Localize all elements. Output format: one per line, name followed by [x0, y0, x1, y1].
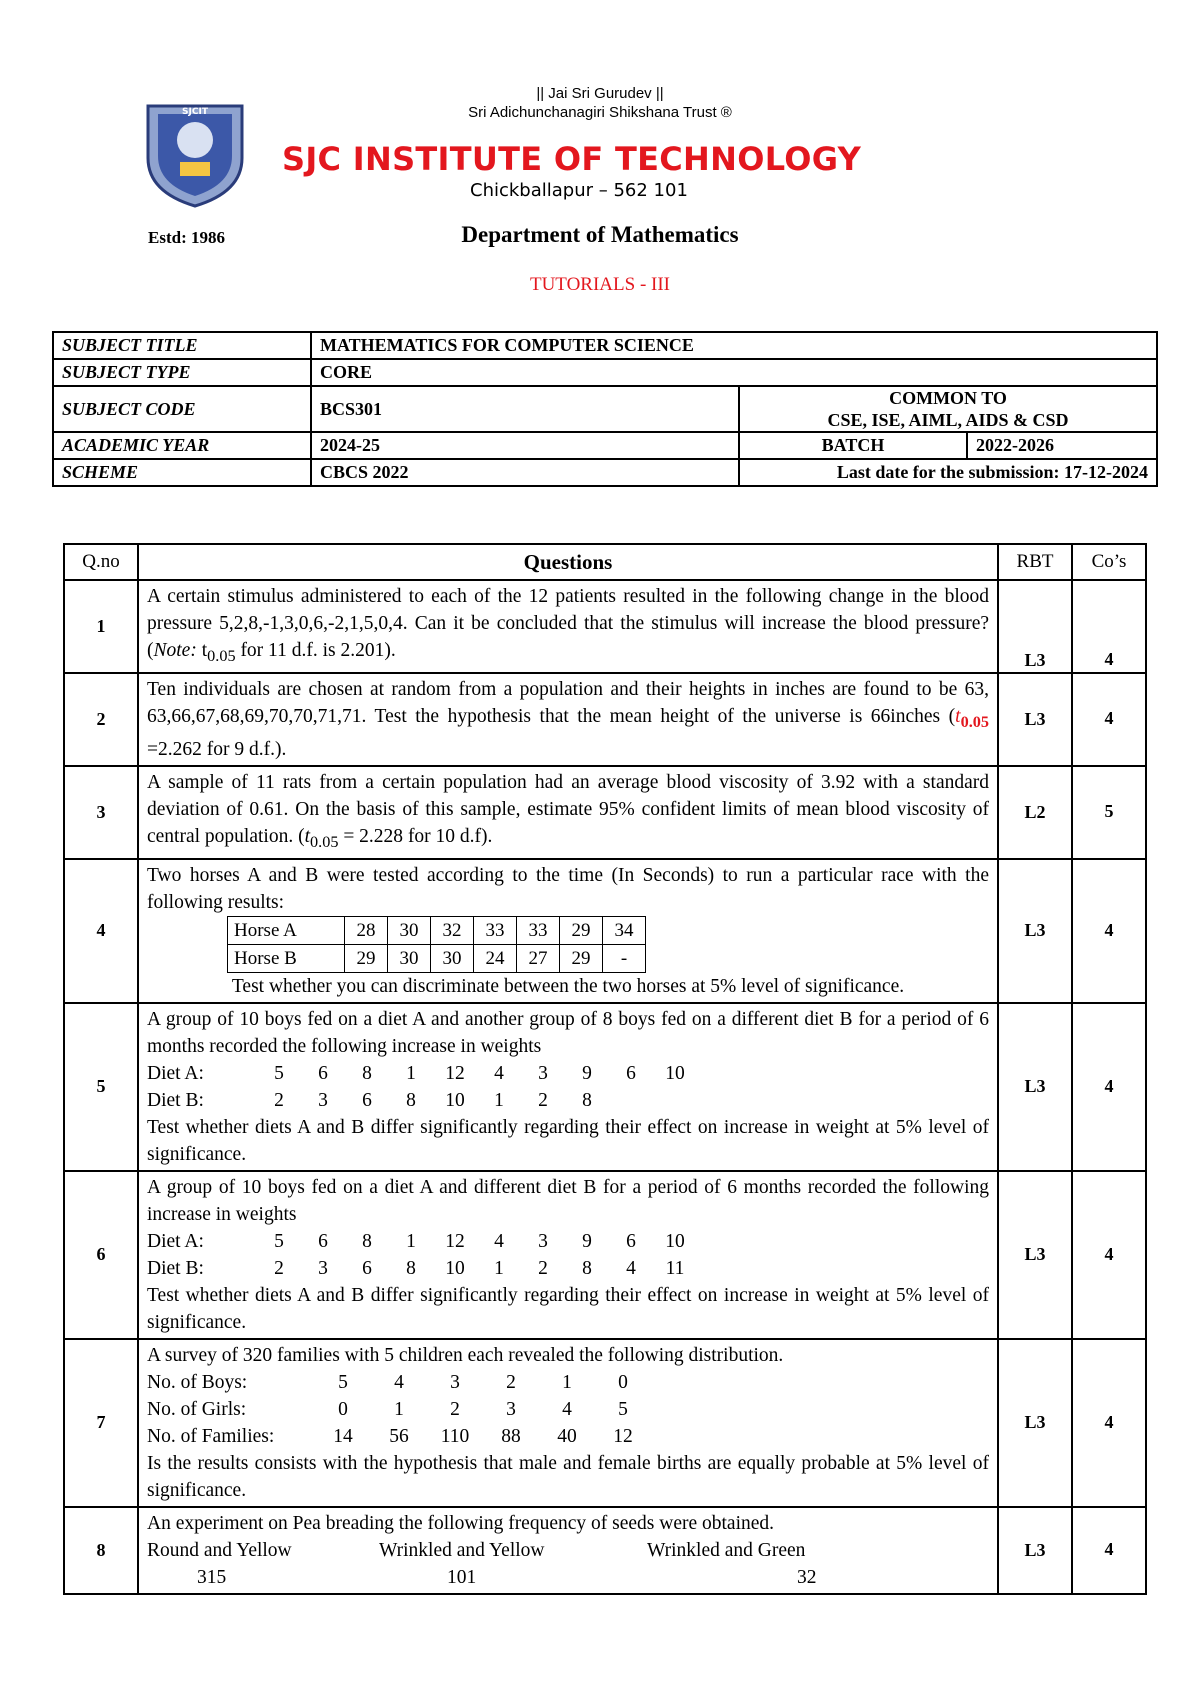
- qno-header: Q.no: [64, 544, 138, 580]
- families-label: No. of Families:: [147, 1425, 275, 1447]
- question-text-b: Test whether diets A and B differ significantly regarding their effect on increase in weight at 5% level of significance.: [147, 1116, 989, 1165]
- rbt-level: L3: [998, 673, 1072, 766]
- question-text-a: A sample of 11 rats from a certain population had an average blood viscosity of 3.92 with a standard deviation of 0.61. On the basis of this sample, estimate 95% confident limits of mean blood viscosity of central population. (: [147, 771, 989, 847]
- question-text-a: A survey of 320 families with 5 children each revealed the following distribution.: [147, 1344, 784, 1366]
- rbt-level: L3: [998, 1171, 1072, 1339]
- question-row: [64, 766, 1146, 859]
- tutorial-title: TUTORIALS - III: [529, 274, 670, 295]
- dist-value: 88: [501, 1425, 521, 1447]
- question-text: [138, 1003, 998, 1171]
- rbt-level: L3: [998, 859, 1072, 1003]
- question-number: 6: [64, 1171, 138, 1339]
- diet-value: 6: [318, 1230, 328, 1252]
- question-number: 2: [64, 673, 138, 766]
- question-row: [64, 1507, 1146, 1594]
- diet-b-label: Diet B:: [147, 1257, 204, 1279]
- pea-categories: [147, 1537, 989, 1564]
- question-number: 3: [64, 766, 138, 859]
- horse-a-time: 30: [388, 916, 431, 944]
- diet-value: 9: [582, 1230, 592, 1252]
- diet-value: 1: [406, 1062, 416, 1084]
- question-text-b: for 11 d.f. is 2.201).: [235, 640, 396, 661]
- diet-a-label: Diet A:: [147, 1062, 204, 1084]
- diet-value: 8: [362, 1230, 372, 1252]
- diet-value: 8: [582, 1089, 592, 1111]
- horse-b-time: 27: [517, 944, 560, 972]
- dist-value: 12: [613, 1425, 633, 1447]
- scheme-value: CBCS 2022: [311, 459, 739, 486]
- horse-b-time: 29: [560, 944, 603, 972]
- dist-value: 1: [562, 1371, 572, 1393]
- pea-counts: [147, 1564, 989, 1591]
- dist-value: 56: [389, 1425, 409, 1447]
- course-outcome: 4: [1072, 1003, 1146, 1171]
- diet-value: 1: [494, 1257, 504, 1279]
- horse-a-time: 33: [474, 916, 517, 944]
- pea-category: Wrinkled and Yellow: [379, 1539, 545, 1561]
- rbt-level: L3: [998, 580, 1072, 673]
- question-text-a: Two horses A and B were tested according to the time (In Seconds) to run a particular race with the following results:: [147, 864, 989, 913]
- horse-b-time: -: [603, 944, 646, 972]
- question-row: [64, 859, 1146, 1003]
- rbt-level: L3: [998, 1507, 1072, 1594]
- question-text-b: Is the results consists with the hypothesis that male and female births are equally probable at 5% level of significance.: [147, 1452, 989, 1501]
- question-text-b: for 10 d.f).: [403, 825, 493, 847]
- diet-a-row: [147, 1060, 989, 1087]
- batch-label: BATCH: [739, 432, 967, 459]
- t-symbol: t: [304, 825, 310, 847]
- question-text: [138, 1507, 998, 1594]
- established-year: Estd: 1986: [148, 228, 225, 247]
- diet-value: 4: [494, 1062, 504, 1084]
- rbt-header: RBT: [998, 544, 1072, 580]
- question-row: [64, 1339, 1146, 1507]
- dist-value: 110: [440, 1425, 470, 1447]
- pea-count: 315: [197, 1566, 227, 1588]
- course-outcome: 5: [1072, 766, 1146, 859]
- horse-b-row: [228, 944, 646, 972]
- horse-b-time: 24: [474, 944, 517, 972]
- question-number: 8: [64, 1507, 138, 1594]
- t-symbol: t: [201, 640, 208, 661]
- question-number: 7: [64, 1339, 138, 1507]
- girls-row: [147, 1396, 989, 1423]
- question-text: [138, 859, 998, 1003]
- question-text-b: =2.262 for 9 d.f.).: [147, 738, 287, 760]
- horse-b-label: Horse B: [228, 944, 345, 972]
- t-subscript: 0.05: [310, 832, 339, 851]
- dist-value: 0: [618, 1371, 628, 1393]
- horse-b-time: 30: [388, 944, 431, 972]
- diet-value: 4: [494, 1230, 504, 1252]
- question-text-b: Test whether diets A and B differ significantly regarding their effect on increase in weight at 5% level of significance.: [147, 1284, 989, 1333]
- girls-label: No. of Girls:: [147, 1398, 247, 1420]
- institute-name: SJC INSTITUTE OF TECHNOLOGY: [282, 140, 862, 178]
- diet-value: 11: [665, 1257, 685, 1279]
- t-subscript: 0.05: [207, 646, 236, 665]
- rbt-level: L2: [998, 766, 1072, 859]
- boys-label: No. of Boys:: [147, 1371, 248, 1393]
- diet-b-label: Diet B:: [147, 1089, 204, 1111]
- diet-value: 6: [318, 1062, 328, 1084]
- families-row: [147, 1423, 989, 1450]
- dist-value: 14: [333, 1425, 353, 1447]
- note-label: Note:: [153, 640, 197, 661]
- diet-value: 1: [406, 1230, 416, 1252]
- common-to-line2: CSE, ISE, AIML, AIDS & CSD: [827, 410, 1069, 430]
- question-text-b: Test whether you can discriminate between the two horses at 5% level of significance.: [231, 975, 905, 997]
- horse-a-time: 29: [560, 916, 603, 944]
- horse-a-time: 33: [517, 916, 560, 944]
- diet-value: 6: [626, 1062, 636, 1084]
- questions-header: Questions: [138, 544, 998, 580]
- diet-value: 2: [538, 1257, 548, 1279]
- question-row: [64, 1171, 1146, 1339]
- subject-title-value: MATHEMATICS FOR COMPUTER SCIENCE: [311, 332, 1157, 359]
- question-text-a: A group of 10 boys fed on a diet A and another group of 8 boys fed on a different diet B for a period of 6 months recorded the following increase in weights: [147, 1008, 989, 1057]
- question-number: 4: [64, 859, 138, 1003]
- diet-value: 2: [274, 1089, 284, 1111]
- diet-value: 6: [362, 1257, 372, 1279]
- horse-a-time: 28: [345, 916, 388, 944]
- last-date: Last date for the submission: 17-12-2024: [739, 459, 1157, 486]
- horse-a-time: 32: [431, 916, 474, 944]
- dist-value: 3: [450, 1371, 460, 1393]
- diet-value: 3: [538, 1230, 548, 1252]
- motto: || Jai Sri Gurudev ||: [536, 85, 664, 102]
- dist-value: 1: [394, 1398, 404, 1420]
- horse-b-time: 30: [431, 944, 474, 972]
- pea-category: Round and Yellow: [147, 1539, 292, 1561]
- question-text: [138, 673, 998, 766]
- diet-value: 10: [445, 1257, 465, 1279]
- rbt-level: L3: [998, 1003, 1072, 1171]
- subject-title-label: SUBJECT TITLE: [53, 332, 311, 359]
- subject-info-table: [52, 331, 1158, 487]
- course-outcome: 4: [1072, 580, 1146, 673]
- diet-a-row: [147, 1228, 989, 1255]
- diet-value: 8: [582, 1257, 592, 1279]
- diet-value: 3: [318, 1257, 328, 1279]
- horse-times-table: [227, 916, 646, 973]
- scheme-label: SCHEME: [53, 459, 311, 486]
- t-value: = 2.228: [338, 825, 404, 847]
- dist-value: 2: [506, 1371, 516, 1393]
- diet-value: 8: [406, 1257, 416, 1279]
- subject-type-label: SUBJECT TYPE: [53, 359, 311, 386]
- course-outcome: 4: [1072, 1507, 1146, 1594]
- question-text: [138, 1171, 998, 1339]
- diet-value: 10: [445, 1089, 465, 1111]
- rbt-level: L3: [998, 1339, 1072, 1507]
- question-row: [64, 580, 1146, 673]
- pea-count: 101: [447, 1566, 477, 1588]
- diet-value: 10: [665, 1230, 685, 1252]
- diet-b-row: [147, 1255, 989, 1282]
- diet-value: 2: [274, 1257, 284, 1279]
- academic-year-label: ACADEMIC YEAR: [53, 432, 311, 459]
- diet-value: 10: [665, 1062, 685, 1084]
- diet-value: 2: [538, 1089, 548, 1111]
- subject-code-value: BCS301: [311, 386, 739, 432]
- questions-table: [63, 543, 1147, 1595]
- horse-a-label: Horse A: [228, 916, 345, 944]
- pea-category: Wrinkled and Green: [647, 1539, 806, 1561]
- t-symbol: t: [955, 705, 961, 727]
- cos-header: Co’s: [1072, 544, 1146, 580]
- subject-type-value: CORE: [311, 359, 1157, 386]
- question-text-a: A certain stimulus administered to each of the 12 patients resulted in the following change in the blood pressure 5,2,8,-1,3,0,6,-2,1,5,0,4. Can it be concluded that the stimulus will increase the blood pressure? (: [147, 586, 989, 661]
- course-outcome: 4: [1072, 859, 1146, 1003]
- diet-value: 4: [626, 1257, 636, 1279]
- diet-value: 3: [538, 1062, 548, 1084]
- batch-value: 2022-2026: [967, 432, 1157, 459]
- horse-b-time: 29: [345, 944, 388, 972]
- diet-value: 12: [445, 1062, 465, 1084]
- department-title: Department of Mathematics: [461, 222, 739, 247]
- course-outcome: 4: [1072, 1171, 1146, 1339]
- diet-value: 5: [274, 1230, 284, 1252]
- dist-value: 4: [394, 1371, 404, 1393]
- horse-a-time: 34: [603, 916, 646, 944]
- dist-value: 2: [450, 1398, 460, 1420]
- course-outcome: 4: [1072, 1339, 1146, 1507]
- course-outcome: 4: [1072, 673, 1146, 766]
- question-row: [64, 1003, 1146, 1171]
- question-text-a: A group of 10 boys fed on a diet A and different diet B for a period of 6 months recorded the following increase in weights: [147, 1176, 989, 1225]
- diet-value: 8: [406, 1089, 416, 1111]
- question-number: 1: [64, 580, 138, 673]
- diet-value: 12: [445, 1230, 465, 1252]
- diet-value: 5: [274, 1062, 284, 1084]
- subject-code-label: SUBJECT CODE: [53, 386, 311, 432]
- t-subscript: 0.05: [960, 712, 989, 731]
- diet-b-row: [147, 1087, 989, 1114]
- question-row: [64, 673, 1146, 766]
- dist-value: 40: [557, 1425, 577, 1447]
- question-number: 5: [64, 1003, 138, 1171]
- question-text: [138, 580, 998, 673]
- common-to-line1: COMMON TO: [889, 388, 1007, 408]
- question-text-a: Ten individuals are chosen at random from a population and their heights in inches are found to be 63, 63,66,67,68,69,70,70,71,71. Test the hypothesis that the mean height of the universe is 66inches (: [147, 678, 989, 727]
- diet-value: 1: [494, 1089, 504, 1111]
- question-text-a: An experiment on Pea breading the following frequency of seeds were obtained.: [147, 1512, 775, 1534]
- question-text: [138, 766, 998, 859]
- common-to: [739, 386, 1157, 432]
- question-text: [138, 1339, 998, 1507]
- diet-value: 6: [362, 1089, 372, 1111]
- horse-a-row: [228, 916, 646, 944]
- diet-a-label: Diet A:: [147, 1230, 204, 1252]
- diet-value: 9: [582, 1062, 592, 1084]
- diet-value: 8: [362, 1062, 372, 1084]
- pea-count: 32: [797, 1566, 817, 1588]
- dist-value: 5: [338, 1371, 348, 1393]
- academic-year-value: 2024-25: [311, 432, 739, 459]
- dist-value: 3: [506, 1398, 516, 1420]
- dist-value: 5: [618, 1398, 628, 1420]
- institute-city: Chickballapur – 562 101: [470, 180, 688, 201]
- diet-value: 6: [626, 1230, 636, 1252]
- boys-row: [147, 1369, 989, 1396]
- dist-value: 4: [562, 1398, 572, 1420]
- dist-value: 0: [338, 1398, 348, 1420]
- logo-text: SJCIT: [182, 107, 208, 117]
- trust-name: Sri Adichunchanagiri Shikshana Trust ®: [468, 104, 732, 121]
- diet-value: 3: [318, 1089, 328, 1111]
